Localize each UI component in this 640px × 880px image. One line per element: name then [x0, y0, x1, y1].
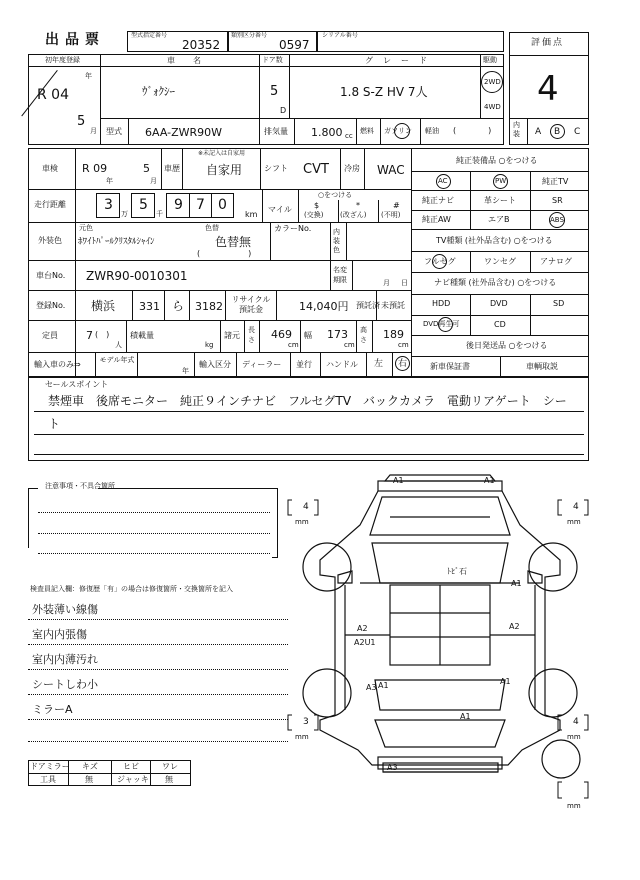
len-value: 469	[271, 328, 292, 341]
height-unit: cm	[398, 341, 409, 349]
equip-sr: SR	[552, 196, 563, 205]
equip-tv: 純正TV	[542, 177, 569, 186]
recycle-label: リサイクル預託金	[231, 295, 271, 314]
legend-jack: ジャッキ	[117, 775, 149, 784]
shift-value: CVT	[303, 162, 329, 177]
later-warranty: 新車保証書	[430, 362, 470, 371]
first-reg-year: R 04	[37, 87, 69, 103]
tire-fl: 4	[303, 502, 309, 512]
fuel-paren: ( )	[453, 126, 492, 135]
len-label: 長さ	[248, 326, 255, 344]
nav-title: ナビ種類 (社外品含む) ○をつける	[434, 278, 557, 287]
color-swap: 色替無	[215, 235, 252, 249]
star-mark: *	[356, 201, 360, 210]
note-4: シートしわ小	[32, 678, 98, 691]
car-damage-diagram	[280, 465, 600, 825]
inspector-label: 検査員記入欄：修復歴「有」の場合は修復箇所・交換箇所を記入	[30, 585, 233, 593]
score-label: 評価点	[531, 38, 565, 48]
import-label: 輸入車のみ⇒	[34, 360, 81, 369]
sales-point-line1: 禁煙車 後席モニター 純正９インチナビ フルセグTV バックカメラ 電動リアゲート シー	[48, 394, 567, 408]
mark-left-rear-a3: A3	[366, 683, 377, 692]
mileage-label: 走行距離	[34, 200, 66, 209]
type-number: 20352	[182, 38, 221, 52]
nav-dvd: DVD	[490, 299, 508, 308]
mark-left-front-door2: A2U1	[354, 638, 376, 647]
first-reg-month: 5	[77, 114, 86, 129]
mileage-digit-4: 7	[196, 197, 205, 213]
class-number-label: 類別区分番号	[231, 32, 268, 39]
left-label: 左	[374, 359, 384, 369]
mark-rear-bumper: A3	[387, 763, 398, 772]
color-label: 外装色	[38, 236, 62, 245]
mileage-circle-note: ○をつける	[318, 191, 353, 199]
note-3: 室内内薄汚れ	[32, 653, 98, 666]
dollar-sub: (交換)	[304, 211, 324, 219]
ac-label: 冷房	[344, 164, 360, 173]
man-unit: 万	[121, 210, 128, 218]
history-value: 自家用	[206, 163, 243, 177]
sen-unit: 千	[156, 210, 163, 218]
legend-tools-value: 無	[85, 775, 93, 784]
mileage-digit-3: 9	[174, 197, 183, 213]
recycle-value: 14,040円	[299, 300, 349, 313]
drive-label: 駆動	[483, 56, 497, 64]
interior-label: 内装	[513, 121, 520, 138]
tire-rl: 3	[303, 717, 309, 727]
tire-rr: 4	[573, 717, 579, 727]
legend-crack: ヒビ	[123, 762, 139, 771]
mileage-digit-5: 0	[218, 197, 227, 213]
import-class-label: 輸入区分	[199, 360, 231, 369]
mark-right-front-door: A1	[511, 579, 522, 588]
displacement-value: 1.800	[311, 126, 343, 139]
type-number-label: 型式指定番号	[131, 32, 168, 39]
dollar-mark: $	[314, 201, 320, 210]
inspection-month-unit: 月	[150, 177, 157, 185]
recycle-unpaid: 未預託	[381, 301, 405, 310]
model-year-label: モデル年式	[99, 356, 135, 364]
model-year-unit: 年	[182, 367, 189, 375]
fuel-gas: ガソリン	[384, 127, 412, 135]
dims-label: 諸元	[224, 331, 240, 340]
orig-color: ﾎﾜｲﾄﾊﾟｰﾙｸﾘｽﾀﾙｼｬｲﾝ	[78, 237, 155, 247]
equip-leather: 革シート	[484, 196, 516, 205]
star-sub: (改ざん)	[340, 211, 367, 219]
model-label: 型式	[106, 127, 122, 136]
equip-pw: PW	[495, 177, 507, 185]
history-label: 車歴	[164, 164, 180, 173]
color-paren: ( )	[197, 249, 252, 258]
equip-ac: AC	[438, 177, 448, 185]
color-no-label: カラーNo.	[274, 224, 312, 233]
nav-cd: CD	[494, 320, 506, 329]
km-unit: km	[245, 210, 258, 219]
nav-sd: SD	[553, 299, 565, 308]
sales-point-box	[28, 377, 589, 461]
equip-abs: ABS	[550, 216, 564, 224]
score-value: 4	[537, 69, 559, 109]
mark-front-left: A1	[393, 476, 404, 485]
legend-tools: 工具	[40, 775, 56, 784]
cc-unit: cc	[345, 132, 353, 140]
width-unit: cm	[344, 341, 355, 349]
mark-hood: ﾄﾋﾞ石	[447, 567, 467, 576]
capacity-paren: ( )	[95, 330, 110, 339]
height-value: 189	[383, 328, 404, 341]
fuel-diesel: 軽油	[425, 127, 439, 135]
later-manual: 車輌取説	[526, 362, 558, 371]
note-1: 外装薄い線傷	[32, 603, 98, 616]
reg-num: 3182	[195, 300, 223, 313]
fuel-label: 燃料	[360, 127, 374, 135]
month-label: 月	[90, 127, 97, 135]
doors-label: ドア数	[262, 56, 283, 64]
tire-spare-unit: mm	[567, 802, 581, 810]
name-change-day: 日	[401, 279, 408, 287]
mark-rear-roof: A1	[460, 712, 471, 721]
tv-analog: アナログ	[540, 257, 572, 266]
form-title: 出品票	[45, 32, 105, 48]
nav-dvd-play: DVD再生可	[423, 320, 460, 328]
class-number: 0597	[279, 38, 310, 52]
width-value: 173	[327, 328, 348, 341]
caution-label: 注意事項・不具合箇所	[45, 482, 115, 490]
interior-b: B	[554, 127, 561, 137]
model-value: 6AA-ZWR90W	[145, 126, 223, 139]
legend-jack-value: 無	[165, 775, 173, 784]
shift-label: シフト	[264, 164, 288, 173]
drive-4wd: 4WD	[484, 103, 501, 111]
grade-value: 1.8 S-Z HV 7人	[340, 85, 428, 99]
grade-label: グレード	[365, 56, 437, 65]
mark-right-rear: A1	[500, 677, 511, 686]
era-label: 年	[85, 72, 92, 80]
equip-nav: 純正ナビ	[422, 196, 454, 205]
tv-fullseg: フルセグ	[424, 257, 456, 266]
mark-front-right: A1	[484, 476, 495, 485]
mileage-digit-1: 3	[104, 197, 113, 213]
later-title: 後日発送品 ○をつける	[466, 341, 548, 350]
capacity-value: 7	[86, 329, 93, 342]
hash-mark: #	[393, 201, 400, 210]
recycle-status: 預託済	[356, 301, 380, 310]
len-unit: cm	[288, 341, 299, 349]
mark-left-rear-a1: A1	[378, 681, 389, 690]
tire-rl-unit: mm	[295, 733, 309, 741]
tv-title: TV種類 (社外品含む) ○をつける	[436, 236, 553, 245]
inspection-month: 5	[143, 162, 150, 175]
interior-color-label: 内装色	[333, 228, 340, 254]
height-label: 高さ	[360, 326, 367, 344]
first-reg-label: 初年度登録	[45, 56, 80, 64]
tire-fl-unit: mm	[295, 518, 309, 526]
interior-a: A	[535, 127, 542, 137]
tire-fr: 4	[573, 502, 579, 512]
chassis-label: 車台No.	[36, 271, 66, 280]
load-label: 積載量	[130, 331, 154, 340]
inspection-year: R 09	[82, 162, 108, 175]
car-name: ｳﾞｫｸｼｰ	[142, 85, 175, 98]
car-name-label: 車名	[167, 56, 219, 65]
reg-area: 横浜	[91, 299, 116, 313]
right-label: 右	[398, 359, 408, 369]
mile-label: マイル	[268, 205, 292, 214]
history-note: ※未記入は自家用	[198, 150, 246, 157]
handle-label: ハンドル	[326, 360, 358, 369]
orig-color-label: 元色	[79, 224, 93, 232]
drive-2wd: 2WD	[484, 78, 501, 86]
tire-fr-unit: mm	[567, 518, 581, 526]
load-unit: kg	[205, 341, 214, 349]
ac-value: WAC	[377, 163, 405, 177]
name-change-label: 名変期限	[333, 266, 347, 284]
sales-point-line2: ト	[48, 417, 61, 431]
mark-right-rear-door: A2	[509, 622, 520, 631]
legend-scratch: キズ	[82, 762, 98, 771]
doors-suffix: D	[280, 106, 287, 115]
tv-oneseg: ワンセグ	[484, 257, 516, 266]
equip-aw: 純正AW	[422, 215, 451, 224]
reg-kana: ら	[172, 299, 185, 313]
equipment-title: 純正装備品 ○をつける	[456, 156, 538, 165]
note-5: ミラーA	[32, 703, 73, 716]
reg-label: 登録No.	[36, 301, 66, 310]
reg-class: 331	[139, 300, 160, 313]
note-2: 室内内張傷	[32, 628, 87, 641]
inspection-year-unit: 年	[106, 177, 113, 185]
inspection-label: 車検	[42, 164, 58, 173]
mileage-digit-2: 5	[139, 197, 148, 213]
hash-sub: (不明)	[381, 211, 401, 219]
dealer-label: ディーラー	[242, 360, 282, 369]
mark-left-front-door: A2	[357, 624, 368, 633]
name-change-month: 月	[383, 279, 390, 287]
legend-break: ワレ	[162, 762, 178, 771]
equip-airbag: エアB	[488, 215, 510, 224]
legend-mirror: ドアミラー	[30, 762, 70, 771]
sales-point-label: セールスポイント	[45, 380, 109, 389]
capacity-unit: 人	[115, 341, 122, 349]
parallel-label: 並行	[296, 360, 312, 369]
interior-c: C	[574, 127, 581, 137]
serial-label: シリアル番号	[322, 32, 358, 39]
capacity-label: 定員	[42, 331, 58, 340]
chassis-value: ZWR90-0010301	[86, 269, 188, 283]
tire-rr-unit: mm	[567, 733, 581, 741]
width-label: 幅	[304, 331, 312, 340]
doors-value: 5	[270, 84, 279, 99]
displacement-label: 排気量	[264, 127, 288, 136]
color-swap-label: 色替	[205, 224, 219, 232]
nav-hdd: HDD	[432, 299, 451, 308]
